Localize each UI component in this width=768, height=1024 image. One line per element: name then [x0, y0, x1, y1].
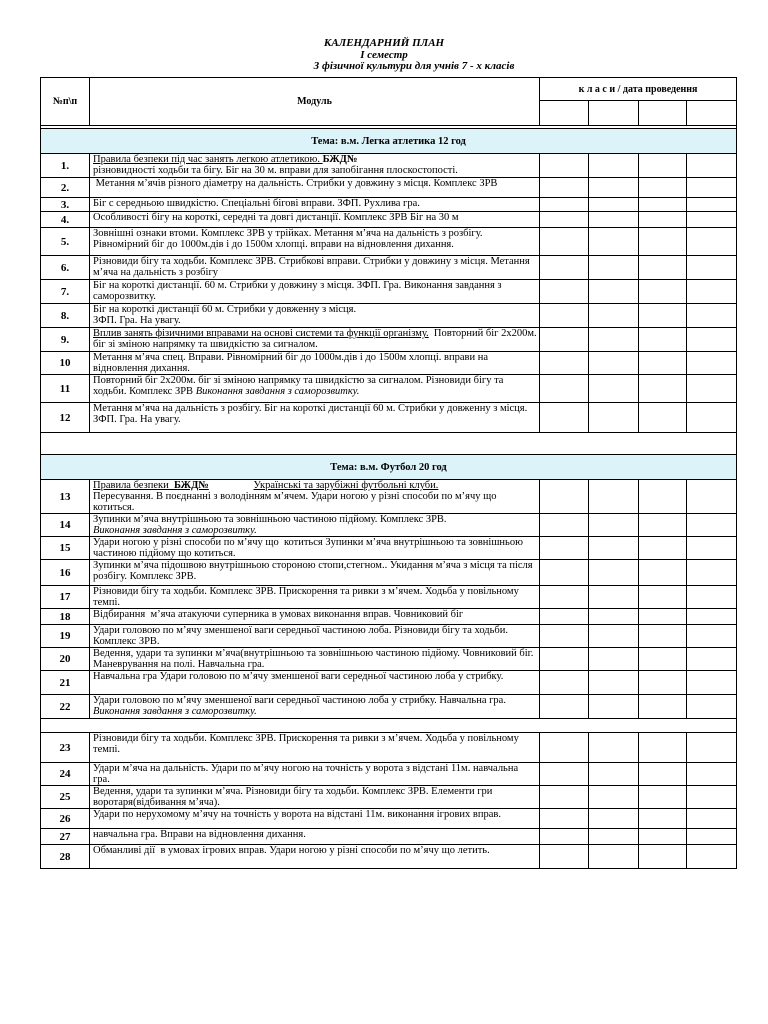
module-text: Удари головою по м’ячу зменшеної ваги середньої частиною лоба. Різновиди бігу та ходьби. Комплекс ЗРВ.	[93, 625, 511, 647]
spacer-cell	[41, 719, 737, 733]
module-text: БЖД№	[174, 480, 209, 491]
date-cell	[687, 733, 737, 763]
module-text: Обманливі дії в умовах ігрових вправ. Удари ногою у різні способи по м’ячу що летить.	[93, 845, 490, 856]
module-text: Правила безпеки під час занять легкою атлетикою.	[93, 154, 323, 165]
date-cell	[687, 560, 737, 586]
table-row	[41, 809, 737, 829]
date-cell	[589, 648, 639, 671]
date-cell	[687, 280, 737, 304]
lesson-module	[90, 733, 540, 763]
module-text: Виконання завдання з саморозвитку.	[93, 525, 257, 536]
date-cell	[540, 178, 589, 198]
lesson-module	[90, 809, 540, 829]
date-cell	[589, 514, 639, 537]
table-row	[41, 514, 737, 537]
date-cell	[687, 304, 737, 328]
lesson-number: 6.	[41, 256, 90, 280]
date-cell	[540, 763, 589, 786]
spacer-cell	[41, 433, 737, 455]
table-row	[41, 352, 737, 375]
date-cell	[589, 829, 639, 845]
module-text: Пересування. В поєднанні з володінням м’ячем. Удари ногою у різні способи по м’ячу що котиться.	[93, 491, 502, 513]
table-row	[41, 695, 737, 719]
date-cell	[540, 733, 589, 763]
calendar-plan-table	[40, 77, 737, 869]
date-cell	[639, 101, 687, 126]
date-cell	[639, 280, 687, 304]
module-text: Біг на короткі дистанції 60 м. Стрибки у довженну з місця.	[93, 304, 357, 315]
lesson-number: 23	[41, 733, 90, 763]
lesson-number: 5.	[41, 228, 90, 256]
date-cell	[540, 586, 589, 609]
table-row	[41, 280, 737, 304]
date-cell	[540, 304, 589, 328]
date-cell	[589, 375, 639, 403]
table-row	[41, 671, 737, 695]
plan-title: КАЛЕНДАРНИЙ ПЛАН	[323, 37, 445, 49]
date-cell	[639, 809, 687, 829]
date-cell	[589, 609, 639, 625]
lesson-module	[90, 480, 540, 514]
table-row	[41, 304, 737, 328]
date-cell	[589, 198, 639, 212]
theme-heading: Тема: в.м. Легка атлетика 12 год	[41, 129, 737, 154]
date-cell	[687, 845, 737, 869]
lesson-number: 21	[41, 671, 90, 695]
date-cell	[589, 625, 639, 648]
module-text: Різновиди бігу та ходьби. Комплекс ЗРВ. Прискорення та ривки з м’ячем. Ходьба у повільному темпі.	[93, 586, 522, 608]
lesson-module	[90, 280, 540, 304]
module-text: Виконання завдання з саморозвитку.	[195, 386, 360, 397]
date-cell	[589, 671, 639, 695]
lesson-module	[90, 671, 540, 695]
date-cell	[639, 786, 687, 809]
table-row	[41, 212, 737, 228]
theme-row	[41, 129, 737, 154]
lesson-number: 7.	[41, 280, 90, 304]
table-row	[41, 763, 737, 786]
date-cell	[687, 763, 737, 786]
lesson-module	[90, 763, 540, 786]
lesson-module	[90, 352, 540, 375]
date-cell	[687, 648, 737, 671]
module-text: Повторний біг 2х200м. біг зі зміною напрямку та швидкістю за сигналом.	[93, 328, 540, 350]
date-cell	[589, 256, 639, 280]
date-cell	[639, 845, 687, 869]
spacer-row	[41, 433, 737, 455]
table-row	[41, 648, 737, 671]
module-text: Правила безпеки	[93, 480, 174, 491]
table-row	[41, 178, 737, 198]
module-text: Ведення, удари та зупинки м’яча. Різновиди бігу та ходьби. Комплекс ЗРВ. Елементи гри воротаря(відбивання м’яча).	[93, 786, 496, 808]
module-text	[209, 480, 254, 491]
lesson-number: 1.	[41, 154, 90, 178]
module-text: Повторний біг 2х200м. біг зі зміною напрямку та швидкістю за сигналом. Різновиди бігу та ходьби. Комплекс ЗРВ	[93, 375, 507, 397]
date-cell	[687, 586, 737, 609]
lesson-module	[90, 304, 540, 328]
date-cell	[589, 845, 639, 869]
lesson-number: 3.	[41, 198, 90, 212]
module-text: Відбирання м’яча атакуючи суперника в умовах виконання вправ. Човниковий біг	[93, 609, 464, 620]
lesson-module	[90, 375, 540, 403]
module-text: Удари ногою у різні способи по м’ячу що котиться Зупинки м’яча внутрішньою та зовнішньою частиною підйому що котиться.	[93, 537, 526, 559]
lesson-number: 17	[41, 586, 90, 609]
date-cell	[687, 829, 737, 845]
subject-label: З фізичної культури для учнів 7 - х класів	[313, 60, 515, 72]
table-row	[41, 154, 737, 178]
date-cell	[540, 101, 589, 126]
lesson-number: 25	[41, 786, 90, 809]
lesson-number: 15	[41, 537, 90, 560]
date-cell	[687, 256, 737, 280]
lesson-number: 8.	[41, 304, 90, 328]
date-cell	[639, 403, 687, 433]
date-cell	[589, 809, 639, 829]
date-cell	[687, 625, 737, 648]
date-cell	[589, 101, 639, 126]
date-cell	[639, 228, 687, 256]
date-cell	[540, 256, 589, 280]
theme-heading: Тема: в.м. Футбол 20 год	[41, 455, 737, 480]
lesson-module	[90, 178, 540, 198]
date-cell	[639, 328, 687, 352]
lesson-module	[90, 514, 540, 537]
module-text: Удари головою по м’ячу зменшеної ваги середньої частиною лоба у стрибку. Навчальна гра.	[93, 695, 509, 706]
table-row	[41, 198, 737, 212]
module-text: Біг с середньою швидкістю. Спеціальні бігові вправи. ЗФП. Рухлива гра.	[93, 198, 420, 209]
date-cell	[540, 695, 589, 719]
date-cell	[639, 648, 687, 671]
header-module: Модуль	[90, 78, 540, 126]
semester-label: І семестр	[360, 48, 408, 61]
date-cell	[540, 328, 589, 352]
date-cell	[589, 560, 639, 586]
header-number: №п\п	[41, 78, 90, 126]
date-cell	[639, 514, 687, 537]
table-row	[41, 328, 737, 352]
date-cell	[639, 154, 687, 178]
table-row	[41, 786, 737, 809]
table-row	[41, 480, 737, 514]
date-cell	[687, 786, 737, 809]
lesson-module	[90, 786, 540, 809]
date-cell	[639, 304, 687, 328]
date-cell	[540, 228, 589, 256]
lesson-number: 19	[41, 625, 90, 648]
date-cell	[589, 352, 639, 375]
date-cell	[639, 625, 687, 648]
table-row	[41, 375, 737, 403]
module-text: Українські та зарубіжні футбольні клуби.	[253, 480, 439, 491]
date-cell	[540, 625, 589, 648]
lesson-module	[90, 648, 540, 671]
date-cell	[589, 586, 639, 609]
table-row	[41, 845, 737, 869]
spacer-row	[41, 719, 737, 733]
date-cell	[589, 403, 639, 433]
date-cell	[540, 671, 589, 695]
lesson-module	[90, 328, 540, 352]
lesson-module	[90, 403, 540, 433]
lesson-module	[90, 845, 540, 869]
date-cell	[639, 352, 687, 375]
date-cell	[540, 375, 589, 403]
module-text: БЖД№	[322, 154, 358, 165]
date-cell	[639, 609, 687, 625]
date-cell	[540, 212, 589, 228]
lesson-number: 12	[41, 403, 90, 433]
date-cell	[589, 280, 639, 304]
date-cell	[589, 212, 639, 228]
lesson-number: 9.	[41, 328, 90, 352]
module-text: Метання м’яча спец. Вправи. Рівномірний біг до 1000м.дів і до 1500м хлопці. вправи на відновлення дихання.	[93, 352, 491, 374]
date-cell	[540, 514, 589, 537]
date-cell	[639, 178, 687, 198]
date-cell	[540, 786, 589, 809]
date-cell	[589, 304, 639, 328]
date-cell	[639, 560, 687, 586]
date-cell	[687, 809, 737, 829]
lesson-module	[90, 537, 540, 560]
date-cell	[589, 733, 639, 763]
lesson-module	[90, 560, 540, 586]
date-cell	[540, 480, 589, 514]
lesson-number: 16	[41, 560, 90, 586]
date-cell	[687, 154, 737, 178]
date-cell	[540, 560, 589, 586]
module-text: Метання м’ячів різного діаметру на дальність. Стрибки у довжину з місця. Комплекс ЗРВ	[93, 178, 498, 189]
date-cell	[687, 328, 737, 352]
lesson-number: 28	[41, 845, 90, 869]
date-cell	[589, 763, 639, 786]
module-text: Метання м’яча на дальність з розбігу. Біг на короткі дистанції 60 м. Стрибки у довженну з місця. ЗФП. Гра. На увагу.	[93, 403, 530, 425]
date-cell	[540, 648, 589, 671]
lesson-number: 2.	[41, 178, 90, 198]
lesson-number: 11	[41, 375, 90, 403]
module-text: Вплив занять фізичними вправами на основі системи та функції організму.	[93, 328, 429, 339]
lesson-module	[90, 198, 540, 212]
table-row	[41, 560, 737, 586]
lesson-number: 27	[41, 829, 90, 845]
lesson-module	[90, 586, 540, 609]
date-cell	[540, 403, 589, 433]
lesson-number: 22	[41, 695, 90, 719]
document-header	[0, 38, 768, 73]
date-cell	[639, 212, 687, 228]
date-cell	[589, 178, 639, 198]
date-cell	[540, 352, 589, 375]
date-cell	[589, 154, 639, 178]
module-text: Зупинки м’яча підошвою внутрішньою стороною стопи,стегном.. Укидання м’яча з місця та після розбігу. Комплекс ЗРВ.	[93, 560, 536, 582]
lesson-number: 10	[41, 352, 90, 375]
date-cell	[639, 375, 687, 403]
date-cell	[687, 480, 737, 514]
lesson-module	[90, 625, 540, 648]
module-text: Особливості бігу на короткі, середні та довгі дистанції. Комплекс ЗРВ Біг на 30 м	[93, 212, 459, 223]
date-cell	[540, 809, 589, 829]
date-cell	[540, 829, 589, 845]
module-text: Навчальна гра Удари головою по м’ячу зменшеної ваги середньої частиною лоба у стрибку.	[93, 671, 504, 682]
date-cell	[639, 695, 687, 719]
date-cell	[639, 537, 687, 560]
lesson-number: 24	[41, 763, 90, 786]
date-cell	[687, 212, 737, 228]
date-cell	[687, 695, 737, 719]
date-cell	[687, 403, 737, 433]
lesson-number: 26	[41, 809, 90, 829]
module-text: Удари по нерухомому м’ячу на точність у ворота на відстані 11м. виконання ігрових вправ.	[93, 809, 501, 820]
date-cell	[639, 829, 687, 845]
theme-row	[41, 455, 737, 480]
module-text: Виконання завдання з саморозвитку.	[93, 706, 257, 717]
module-text: Зупинки м’яча внутрішньою та зовнішньою частиною підйому. Комплекс ЗРВ.	[93, 514, 447, 525]
date-cell	[639, 733, 687, 763]
date-cell	[687, 101, 737, 126]
module-text: Ведення, удари та зупинки м’яча(внутрішньою та зовнішньою частиною підйому. Човниковий біг. Маневрування на полі. Навчальна гра.	[93, 648, 537, 670]
table-row	[41, 625, 737, 648]
date-cell	[540, 845, 589, 869]
date-cell	[589, 228, 639, 256]
date-cell	[687, 178, 737, 198]
module-text: Зовнішні ознаки втоми. Комплекс ЗРВ у трійках. Метання м’яча на дальність з розбігу. Рівномірний біг до 1000м.дів і до 1500м хлопці. вправи на відновлення дихання.	[93, 228, 486, 250]
date-cell	[687, 609, 737, 625]
date-cell	[589, 786, 639, 809]
lesson-number: 4.	[41, 212, 90, 228]
date-cell	[589, 480, 639, 514]
date-cell	[540, 609, 589, 625]
date-cell	[639, 671, 687, 695]
module-text: ЗФП. Гра. На увагу.	[93, 315, 181, 326]
table-row	[41, 256, 737, 280]
date-cell	[639, 256, 687, 280]
date-cell	[687, 228, 737, 256]
lesson-number: 18	[41, 609, 90, 625]
lesson-module	[90, 829, 540, 845]
date-cell	[540, 198, 589, 212]
table-row	[41, 403, 737, 433]
date-cell	[639, 586, 687, 609]
module-text: Удари м’яча на дальність. Удари по м’ячу ногою на точність у ворота з відстані 11м. навчальна гра.	[93, 763, 521, 785]
date-cell	[639, 198, 687, 212]
lesson-module	[90, 609, 540, 625]
date-cell	[687, 671, 737, 695]
module-text: Різновиди бігу та ходьби. Комплекс ЗРВ. Прискорення та ривки з м’ячем. Ходьба у повільному темпі.	[93, 733, 522, 755]
date-cell	[687, 352, 737, 375]
date-cell	[589, 537, 639, 560]
table-row	[41, 733, 737, 763]
table-row	[41, 228, 737, 256]
table-row	[41, 829, 737, 845]
date-cell	[687, 514, 737, 537]
date-cell	[589, 328, 639, 352]
table-row	[41, 586, 737, 609]
table-row	[41, 537, 737, 560]
lesson-module	[90, 228, 540, 256]
date-cell	[540, 154, 589, 178]
date-cell	[687, 537, 737, 560]
module-text: різновидності ходьби та бігу. Біг на 30 м. вправи для запобігання плоскостопості.	[93, 165, 458, 176]
table-body	[41, 78, 737, 869]
module-text: Різновиди бігу та ходьби. Комплекс ЗРВ. Стрибкові вправи. Стрибки у довжину з місця. Метання м’яча на дальність з розбігу	[93, 256, 533, 278]
date-cell	[540, 280, 589, 304]
date-cell	[540, 537, 589, 560]
lesson-module	[90, 154, 540, 178]
header-classes-date: к л а с и / дата проведення	[540, 78, 737, 101]
date-cell	[639, 763, 687, 786]
lesson-module	[90, 212, 540, 228]
lesson-module	[90, 256, 540, 280]
date-cell	[639, 480, 687, 514]
date-cell	[687, 375, 737, 403]
lesson-number: 13	[41, 480, 90, 514]
lesson-number: 20	[41, 648, 90, 671]
date-cell	[589, 695, 639, 719]
table-row	[41, 609, 737, 625]
lesson-number: 14	[41, 514, 90, 537]
module-text: навчальна гра. Вправи на відновлення дихання.	[93, 829, 306, 840]
lesson-module	[90, 695, 540, 719]
date-cell	[687, 198, 737, 212]
module-text: Біг на короткі дистанції. 60 м. Стрибки у довжину з місця. ЗФП. Гра. Виконання завдання з саморозвитку.	[93, 280, 505, 302]
